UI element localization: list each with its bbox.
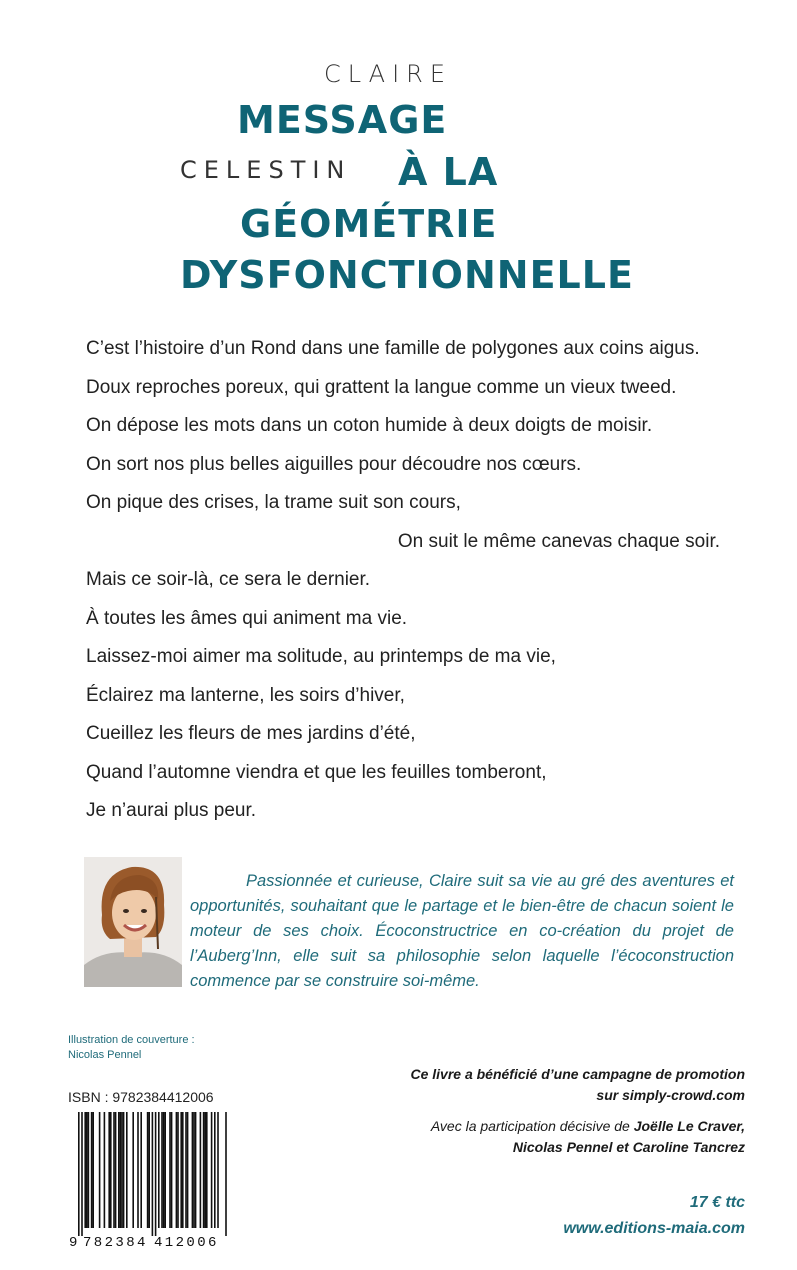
barcode-bar xyxy=(148,1112,150,1228)
barcode-bar xyxy=(211,1112,213,1228)
barcode-left-digits: 782384 xyxy=(83,1235,148,1250)
barcode-bar xyxy=(104,1112,106,1228)
barcode-bar xyxy=(99,1112,101,1228)
blurb-line: Cueillez les fleurs de mes jardins d’été, xyxy=(86,723,416,744)
barcode-bar xyxy=(86,1112,88,1228)
barcode-bar xyxy=(193,1112,195,1228)
barcode-bar xyxy=(78,1112,80,1236)
author-biography: Passionnée et curieuse, Claire suit sa vie au gré des aventures et opportunités, souhaitant que le partage et le bien-être de chacun soient le moteur de ses choix. Écoconstructrice en co-création du projet de l’Auberg’Inn, elle suit sa philosophie selon laquelle l’écoconstruction commence par se construire soi-même. xyxy=(190,872,734,990)
blurb-line: Doux reproches poreux, qui grattent la langue comme un vieux tweed. xyxy=(86,376,677,398)
barcode-bar xyxy=(132,1112,134,1228)
promotion-line-1: Ce livre a bénéficié d’une campagne de promotion xyxy=(410,1066,745,1082)
barcode-bar xyxy=(203,1112,205,1228)
author-photo xyxy=(84,857,182,987)
participation-credit xyxy=(431,1116,745,1158)
participation-prefix: Avec la participation décisive de xyxy=(430,1118,634,1134)
barcode-bar xyxy=(140,1112,142,1228)
barcode-bar xyxy=(91,1112,93,1228)
promotion-note xyxy=(410,1064,745,1106)
barcode-bar xyxy=(171,1112,173,1228)
barcode-bar xyxy=(204,1112,206,1228)
barcode-bar xyxy=(195,1112,197,1228)
title-line-1: MESSAGE xyxy=(237,98,448,142)
barcode-bar xyxy=(169,1112,171,1228)
barcode-bar xyxy=(81,1112,83,1236)
barcode-bar xyxy=(187,1112,189,1228)
blurb-line: Laissez-moi aimer ma solitude, au printemps de ma vie, xyxy=(86,646,556,667)
barcode-bar xyxy=(158,1112,160,1228)
barcode-bar xyxy=(206,1112,208,1228)
barcode-bar xyxy=(113,1112,115,1228)
barcode-bar xyxy=(200,1112,202,1228)
blurb-line: Je n’aurai plus peur. xyxy=(86,800,257,821)
barcode-bar xyxy=(115,1112,117,1228)
illustrator-name: Nicolas Pennel xyxy=(68,1049,142,1061)
blurb-line: Quand l’automne viendra et que les feuilles tomberont, xyxy=(86,761,547,783)
promotion-line-2: sur simply-crowd.com xyxy=(596,1087,745,1103)
barcode-bar xyxy=(192,1112,194,1228)
isbn-label: ISBN : 9782384412006 xyxy=(68,1089,214,1105)
barcode-bar xyxy=(121,1112,123,1228)
title-line-3: GÉOMÉTRIE xyxy=(240,202,498,246)
barcode-bar xyxy=(118,1112,120,1228)
publisher-website[interactable]: www.editions-maia.com xyxy=(563,1220,745,1237)
price-block xyxy=(563,1190,745,1242)
barcode-bars xyxy=(78,1112,228,1236)
barcode-bar xyxy=(164,1112,166,1228)
illustration-credit xyxy=(68,1033,195,1063)
barcode-bar xyxy=(217,1112,219,1228)
author-first-name: CLAIRE xyxy=(324,60,453,88)
barcode-right-digits: 412006 xyxy=(154,1235,219,1250)
barcode-bar xyxy=(152,1112,154,1236)
barcode-bar xyxy=(176,1112,178,1228)
barcode-bar xyxy=(177,1112,179,1228)
barcode-bar xyxy=(126,1112,128,1228)
barcode-bar xyxy=(180,1112,182,1228)
blurb-line: On suit le même canevas chaque soir. xyxy=(397,530,720,552)
barcode-bar xyxy=(84,1112,86,1228)
barcode-bar xyxy=(182,1112,184,1228)
barcode-bar xyxy=(163,1112,165,1228)
barcode-bar xyxy=(92,1112,94,1228)
blurb-line: On dépose les mots dans un coton humide à deux doigts de moisir. xyxy=(86,415,653,436)
blurb-line: Mais ce soir-là, ce sera le dernier. xyxy=(86,569,371,590)
blurb-line: À toutes les âmes qui animent ma vie. xyxy=(86,607,408,629)
barcode-bar xyxy=(214,1112,216,1228)
participants-1: Joëlle Le Craver, xyxy=(633,1118,745,1134)
barcode-bar xyxy=(120,1112,122,1228)
barcode-bar xyxy=(110,1112,112,1228)
barcode-bar xyxy=(123,1112,125,1228)
participants-2: Nicolas Pennel et Caroline Tancrez xyxy=(512,1139,745,1155)
isbn-barcode xyxy=(68,1110,228,1250)
blurb-line: C’est l’histoire d’un Rond dans une famille de polygones aux coins aigus. xyxy=(86,338,700,359)
barcode-first-digit: 9 xyxy=(69,1235,78,1250)
blurb-line: On pique des crises, la trame suit son cours, xyxy=(86,492,461,513)
blurb-line: Éclairez ma lanterne, les soirs d’hiver, xyxy=(86,684,405,706)
barcode-bar xyxy=(155,1112,157,1236)
price: 17 € ttc xyxy=(689,1194,745,1211)
title-line-2: À LA xyxy=(398,150,499,194)
barcode-bar xyxy=(225,1112,227,1236)
author-last-name: CELESTIN xyxy=(180,156,352,184)
barcode-bar xyxy=(185,1112,187,1228)
barcode-bar xyxy=(161,1112,163,1228)
barcode-bar xyxy=(147,1112,149,1228)
barcode-bar xyxy=(108,1112,110,1228)
blurb-line: On sort nos plus belles aiguilles pour découdre nos cœurs. xyxy=(86,453,582,475)
barcode-bar xyxy=(88,1112,90,1228)
title-line-4: DYSFONCTIONNELLE xyxy=(180,253,634,297)
back-cover-blurb xyxy=(86,330,746,831)
barcode-bar xyxy=(137,1112,139,1228)
illustration-label: Illustration de couverture : xyxy=(68,1034,195,1046)
